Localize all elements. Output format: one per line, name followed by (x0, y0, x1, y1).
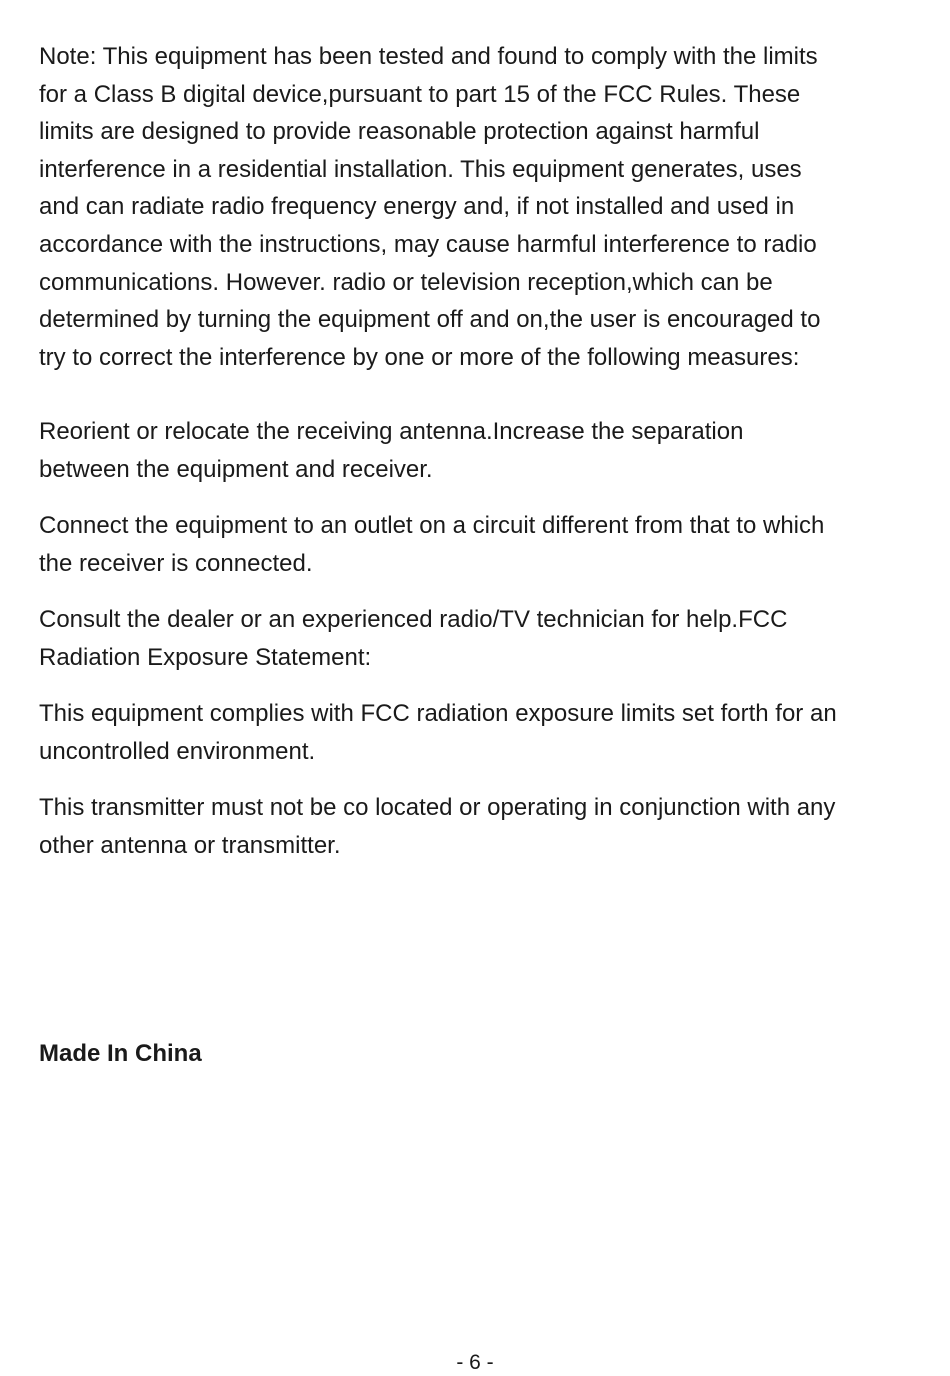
transmitter-colocation-paragraph (39, 789, 919, 864)
text-line: Consult the dealer or an experienced radio/TV technician for help.FCC (39, 606, 788, 633)
text-line: Note: This equipment has been tested and found to comply with the limits (39, 43, 818, 70)
text-line: and can radiate radio frequency energy and, if not installed and used in (39, 193, 795, 221)
made-in-label: Made In China (39, 1040, 202, 1067)
text-line: This equipment complies with FCC radiation exposure limits set forth for an (39, 700, 837, 727)
text-line: This transmitter must not be co located or operating in conjunction with any (39, 794, 836, 821)
page-number: - 6 - (456, 1351, 494, 1374)
connect-outlet-paragraph (39, 507, 919, 582)
text-line: determined by turning the equipment off and on,the user is encouraged to (39, 306, 821, 334)
text-line: uncontrolled environment. (39, 737, 316, 765)
text-line: Radiation Exposure Statement: (39, 643, 372, 671)
reorient-antenna-paragraph (39, 413, 919, 488)
text-line: communications. However. radio or television reception,which can be (39, 268, 773, 296)
text-line: Connect the equipment to an outlet on a circuit different from that to which (39, 512, 825, 539)
text-line: between the equipment and receiver. (39, 455, 433, 483)
text-line: for a Class B digital device,pursuant to part 15 of the FCC Rules. These (39, 80, 801, 108)
text-line: the receiver is connected. (39, 549, 313, 577)
text-line: accordance with the instructions, may cause harmful interference to radio (39, 230, 817, 258)
text-line: try to correct the interference by one or more of the following measures: (39, 343, 800, 371)
text-line: interference in a residential installation. This equipment generates, uses (39, 155, 802, 183)
text-line: limits are designed to provide reasonable protection against harmful (39, 118, 760, 146)
fcc-note-paragraph (39, 38, 919, 376)
text-line: other antenna or transmitter. (39, 831, 341, 859)
consult-dealer-paragraph (39, 601, 919, 676)
text-line: Reorient or relocate the receiving antenna.Increase the separation (39, 418, 744, 445)
radiation-exposure-paragraph (39, 695, 919, 770)
